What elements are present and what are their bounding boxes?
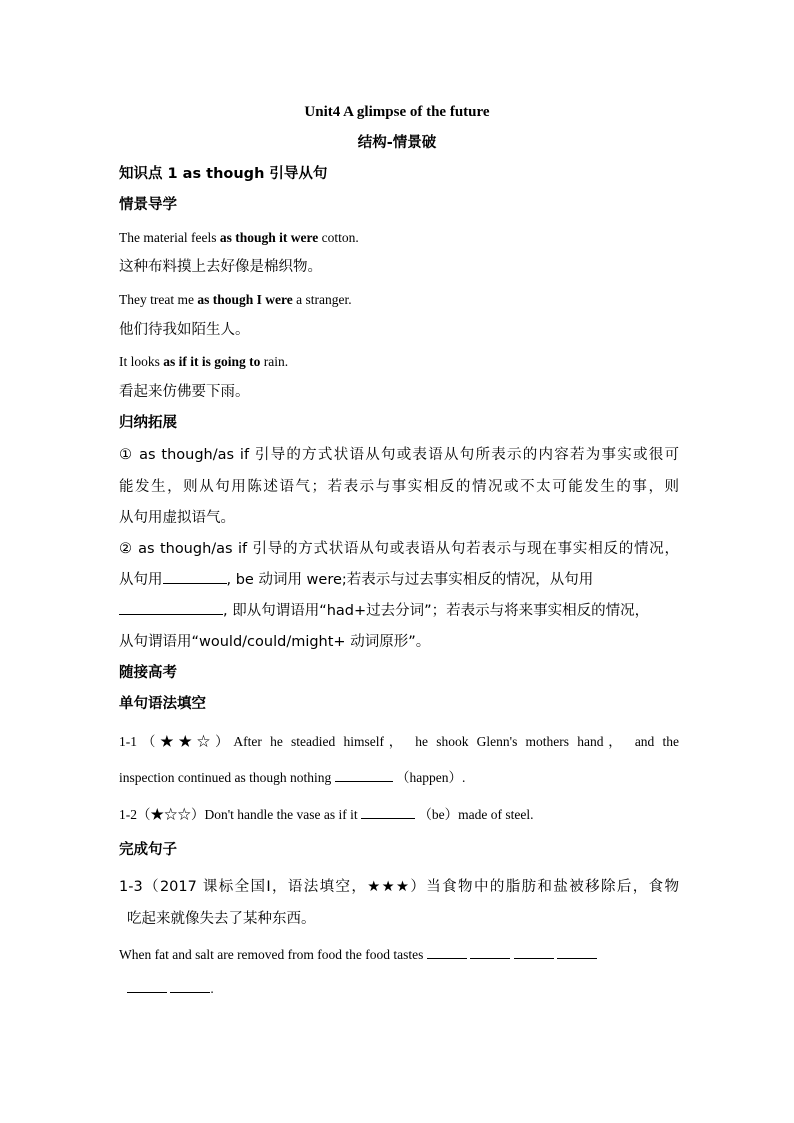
answer-blank[interactable] xyxy=(427,957,467,959)
question-1-1: 1-1（★★☆）After he steadied himself， he shook Glenn's mothers hand， and the xyxy=(119,734,679,749)
example-en xyxy=(119,293,679,307)
example-en xyxy=(119,231,679,245)
question-text: . xyxy=(210,981,214,996)
answer-blank[interactable] xyxy=(557,957,597,959)
answer-blank[interactable] xyxy=(470,957,510,959)
document-subtitle: 结构-情景破 xyxy=(357,135,437,151)
example-zh: 看起来仿佛要下雨。 xyxy=(119,384,250,400)
answer-blank[interactable] xyxy=(119,613,223,615)
example-en-bold: as though it were xyxy=(219,230,319,245)
example-en-pre: The material feels xyxy=(119,230,220,245)
question-text: 1-2（★☆☆）Don't handle the vase as if it xyxy=(119,807,362,822)
rule-1-line: 从句用虚拟语气。 xyxy=(119,510,235,526)
question-1-2 xyxy=(119,808,679,822)
rule-2-text: 从句用 xyxy=(119,572,163,588)
answer-blank[interactable] xyxy=(127,991,167,993)
complete-sentence-heading: 完成句子 xyxy=(119,842,177,858)
document-title: Unit4 A glimpse of the future xyxy=(304,104,490,120)
answer-blank[interactable] xyxy=(170,991,210,993)
example-en-post: a stranger. xyxy=(292,292,352,307)
rule-2-line: 从句谓语用“would/could/might+ 动词原形”。 xyxy=(119,634,431,650)
question-1-3-translation: 吃起来就像失去了某种东西。 xyxy=(127,911,316,927)
example-en-post: cotton. xyxy=(318,230,359,245)
rule-1-line: ① as though/as if 引导的方式状语从句或表语从句所表示的内容若为事实或很可 xyxy=(119,447,679,463)
question-text: （happen）. xyxy=(392,770,466,785)
example-en-pre: It looks xyxy=(119,354,164,369)
question-text: inspection continued as though nothing xyxy=(119,770,335,785)
situation-heading: 情景导学 xyxy=(119,197,177,213)
question-text: （be）made of steel. xyxy=(415,807,534,822)
example-en-bold: as though I were xyxy=(197,292,293,307)
question-1-3: 1-3（2017 课标全国Ⅰ，语法填空，★★★）当食物中的脂肪和盐被移除后，食物 xyxy=(119,879,679,895)
example-en-bold: as if it is going to xyxy=(163,354,261,369)
rule-2-line xyxy=(119,604,679,619)
example-zh: 这种布料摸上去好像是棉织物。 xyxy=(119,259,322,275)
rule-2-text: , 即从句谓语用“had+过去分词”；若表示与将来事实相反的情况， xyxy=(223,603,650,619)
question-1-1-cont xyxy=(119,771,679,785)
rule-2-line: ② as though/as if 引导的方式状语从句或表语从句若表示与现在事实相反的情况， xyxy=(119,541,679,557)
example-en-post: rain. xyxy=(260,354,289,369)
answer-blank[interactable] xyxy=(361,817,415,819)
example-zh: 他们待我如陌生人。 xyxy=(119,322,250,338)
summary-heading: 归纳拓展 xyxy=(119,415,177,431)
answer-blank[interactable] xyxy=(163,582,227,584)
example-en xyxy=(119,355,679,369)
example-en-pre: They treat me xyxy=(119,292,198,307)
knowledge-point-heading: 知识点 1 as though 引导从句 xyxy=(119,166,328,182)
question-text: When fat and salt are removed from food the food tastes xyxy=(119,947,427,962)
rule-2-line xyxy=(119,573,679,588)
question-1-3-english xyxy=(119,948,679,962)
rule-1-line: 能发生，则从句用陈述语气；若表示与事实相反的情况或不太可能发生的事，则 xyxy=(119,479,679,495)
rule-2-text: , be 动词用 were;若表示与过去事实相反的情况，从句用 xyxy=(226,572,594,588)
fill-in-heading: 单句语法填空 xyxy=(119,696,206,712)
exam-heading: 随接高考 xyxy=(119,665,177,681)
answer-blank[interactable] xyxy=(514,957,554,959)
question-1-3-english-cont xyxy=(127,982,687,996)
answer-blank[interactable] xyxy=(335,780,393,782)
